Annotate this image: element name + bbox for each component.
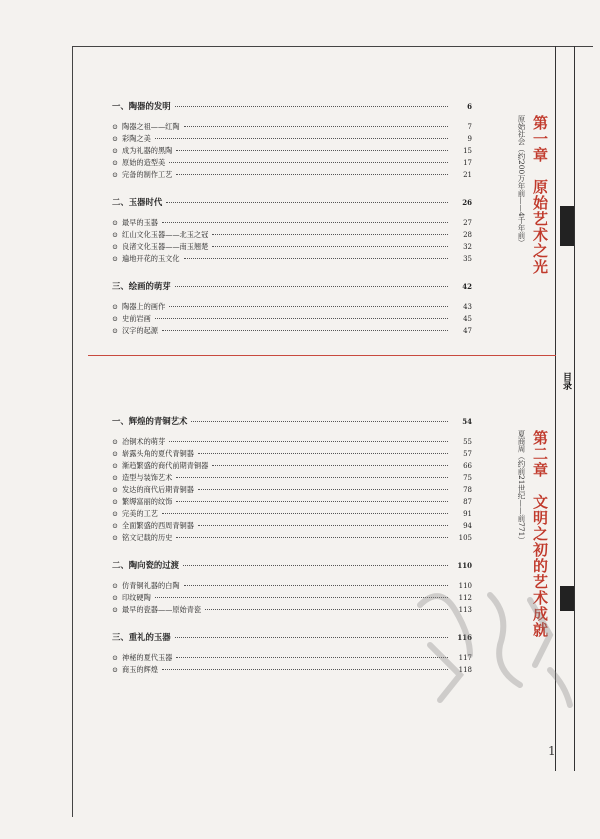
toc-item[interactable]: ⊙ 繁缛富丽的纹饰 87	[112, 497, 472, 506]
bullet-icon: ⊙	[112, 498, 118, 506]
toc-group	[112, 100, 472, 182]
toc-item[interactable]: ⊙ 彩陶之美 9	[112, 134, 472, 143]
bullet-icon: ⊙	[112, 450, 118, 458]
toc-item[interactable]: ⊙ 汉字的起源 47	[112, 326, 472, 335]
page-number: 1	[548, 744, 556, 758]
toc-item[interactable]: ⊙ 最早的瓷器——原始青瓷 113	[112, 605, 472, 614]
toc-item[interactable]: ⊙ 原始的造型美 17	[112, 158, 472, 167]
bullet-icon: ⊙	[112, 171, 118, 179]
bullet-icon: ⊙	[112, 255, 118, 263]
bullet-icon: ⊙	[112, 474, 118, 482]
bullet-icon: ⊙	[112, 438, 118, 446]
binding-notch	[560, 586, 574, 611]
toc-item[interactable]: ⊙ 神秘的夏代玉器 117	[112, 653, 472, 662]
bullet-icon: ⊙	[112, 231, 118, 239]
toc-heading[interactable]: 二、陶向瓷的过渡 110	[112, 560, 472, 570]
toc-item[interactable]: ⊙ 铭文记载的历史 105	[112, 533, 472, 542]
bullet-icon: ⊙	[112, 654, 118, 662]
bullet-icon: ⊙	[112, 522, 118, 530]
bullet-icon: ⊙	[112, 243, 118, 251]
toc-item[interactable]: ⊙ 成为礼器的黑陶 15	[112, 146, 472, 155]
bullet-icon: ⊙	[112, 594, 118, 602]
toc-group	[112, 196, 472, 266]
toc-item[interactable]: ⊙ 红山文化玉器——北玉之冠 28	[112, 230, 472, 239]
bullet-icon: ⊙	[112, 582, 118, 590]
bullet-icon: ⊙	[112, 666, 118, 674]
toc-item[interactable]: ⊙ 完备的制作工艺 21	[112, 170, 472, 179]
bullet-icon: ⊙	[112, 303, 118, 311]
toc-heading[interactable]: 三、重礼的玉器 116	[112, 632, 472, 642]
toc-item[interactable]: ⊙ 遍地开花的玉文化 35	[112, 254, 472, 263]
toc-item[interactable]: ⊙ 良渚文化玉器——南玉翘楚 32	[112, 242, 472, 251]
toc-item[interactable]: ⊙ 崭露头角的夏代青铜器 57	[112, 449, 472, 458]
chapter-divider	[88, 355, 556, 356]
toc-item[interactable]: ⊙ 陶器上的画作 43	[112, 302, 472, 311]
toc-item[interactable]: ⊙ 渐趋繁盛的商代前期青铜器 66	[112, 461, 472, 470]
toc-item[interactable]: ⊙ 仿青铜礼器的白陶 110	[112, 581, 472, 590]
toc-item[interactable]: ⊙ 最早的玉器 27	[112, 218, 472, 227]
bullet-icon: ⊙	[112, 486, 118, 494]
toc-item[interactable]: ⊙ 造型与装饰艺术 75	[112, 473, 472, 482]
chapter-2-title: 第二章 文明之初的艺术成就	[531, 430, 549, 638]
bullet-icon: ⊙	[112, 606, 118, 614]
toc-item[interactable]: ⊙ 史前岩画 45	[112, 314, 472, 323]
toc-heading[interactable]: 一、陶器的发明 6	[112, 101, 472, 111]
chapter-1-period: 原始社会（约200万年前——4千年前）	[517, 115, 526, 247]
toc-label: 目录	[561, 372, 571, 390]
bullet-icon: ⊙	[112, 510, 118, 518]
bullet-icon: ⊙	[112, 315, 118, 323]
bullet-icon: ⊙	[112, 219, 118, 227]
toc-heading[interactable]: 一、辉煌的青铜艺术 54	[112, 416, 472, 426]
toc-item[interactable]: ⊙ 发达的商代后期青铜器 78	[112, 485, 472, 494]
toc-heading[interactable]: 三、绘画的萌芽 42	[112, 281, 472, 291]
toc-item[interactable]: ⊙ 完美的工艺 91	[112, 509, 472, 518]
toc-item[interactable]: ⊙ 印纹硬陶 112	[112, 593, 472, 602]
toc-heading[interactable]: 二、玉器时代 26	[112, 197, 472, 207]
binding-notch	[560, 206, 574, 246]
bullet-icon: ⊙	[112, 135, 118, 143]
toc-item[interactable]: ⊙ 全面繁盛的西周青铜器 94	[112, 521, 472, 530]
bullet-icon: ⊙	[112, 327, 118, 335]
bullet-icon: ⊙	[112, 147, 118, 155]
toc-group	[112, 631, 472, 677]
bullet-icon: ⊙	[112, 123, 118, 131]
chapter-1-title: 第一章 原始艺术之光	[531, 115, 549, 275]
bullet-icon: ⊙	[112, 159, 118, 167]
toc-group	[112, 280, 472, 338]
chapter-2-toc	[112, 415, 472, 691]
toc-item[interactable]: ⊙ 商玉的辉煌 118	[112, 665, 472, 674]
toc-item[interactable]: ⊙ 陶器之祖——红陶 7	[112, 122, 472, 131]
chapter-1-toc	[112, 100, 472, 352]
chapter-2-period: 夏商周（约前21世纪——前771）	[517, 430, 526, 544]
toc-group	[112, 559, 472, 617]
toc-group	[112, 415, 472, 545]
toc-item[interactable]: ⊙ 冶铜术的萌芽 55	[112, 437, 472, 446]
binding-strip	[555, 46, 575, 771]
bullet-icon: ⊙	[112, 534, 118, 542]
bullet-icon: ⊙	[112, 462, 118, 470]
